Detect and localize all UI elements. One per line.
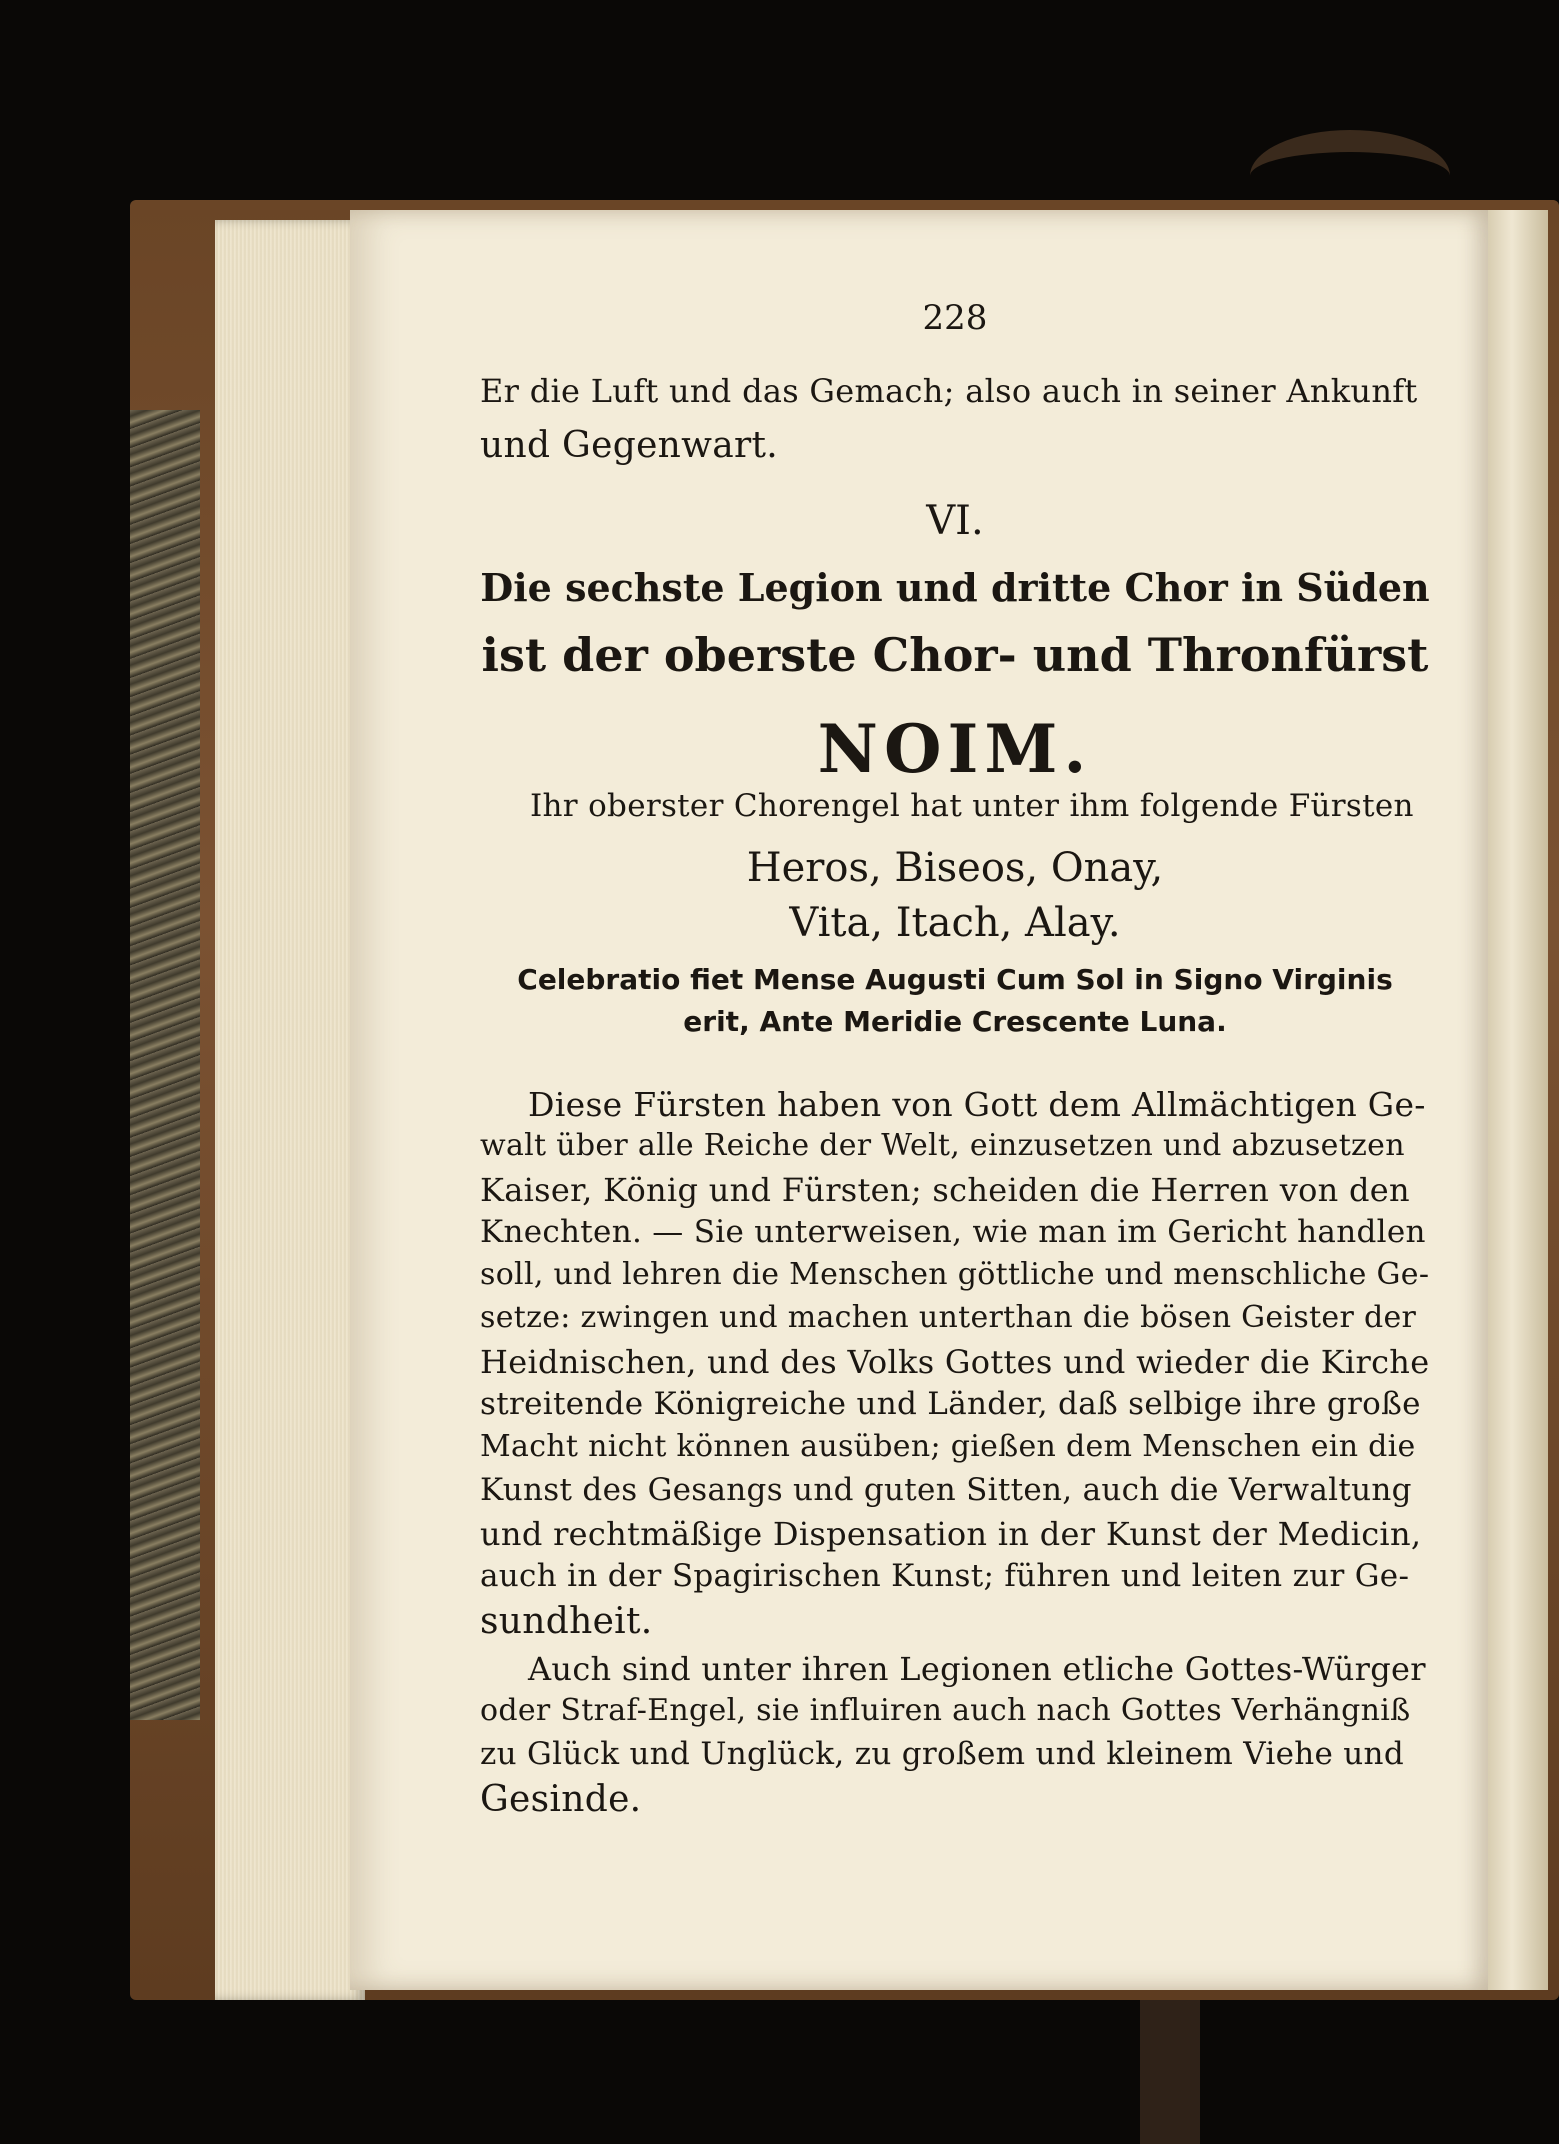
body-line: setze: zwingen und machen unterthan die bösen Geister der xyxy=(480,1300,1417,1335)
celebratio-line-1: Celebratio fiet Mense Augusti Cum Sol in Signo Virginis xyxy=(517,963,1393,996)
body-line: oder Straf-Engel, sie influiren auch nach Gottes Verhängniß xyxy=(480,1693,1411,1728)
body-line: Diese Fürsten haben von Gott dem Allmächtigen Ge- xyxy=(528,1085,1426,1124)
page-number: 228 xyxy=(922,298,988,338)
marbled-cover-edge xyxy=(130,410,200,1720)
body-line: Auch sind unter ihren Legionen etliche Gottes-Würger xyxy=(528,1650,1426,1688)
body-line: sundheit. xyxy=(480,1601,653,1642)
body-line: Macht nicht können ausüben; gießen dem Menschen ein die xyxy=(480,1429,1416,1464)
top-line-1: Er die Luft und das Gemach; also auch in seiner Ankunft xyxy=(480,372,1418,410)
celebratio-line-2: erit, Ante Meridie Crescente Luna. xyxy=(683,1005,1227,1038)
body-line: zu Glück und Unglück, zu großem und kleinem Viehe und xyxy=(480,1736,1404,1772)
gutter-edge xyxy=(1488,210,1548,1990)
body-line: soll, und lehren die Menschen göttliche und menschliche Ge- xyxy=(480,1257,1430,1292)
body-line: und rechtmäßige Dispensation in der Kunst der Medicin, xyxy=(480,1515,1422,1553)
body-line: Kaiser, König und Fürsten; scheiden die Herren von den xyxy=(480,1171,1410,1209)
body-line: walt über alle Reiche der Welt, einzusetzen und abzusetzen xyxy=(480,1128,1405,1163)
heading-line-2: ist der oberste Chor- und Thronfürst xyxy=(481,628,1429,682)
prince-name: NOIM. xyxy=(817,710,1093,788)
princes-line-2: Vita, Itach, Alay. xyxy=(789,900,1121,946)
bookmark-ribbon-tail xyxy=(1140,2000,1200,2144)
intro-line: Ihr oberster Chorengel hat unter ihm folgende Fürsten xyxy=(530,788,1414,824)
body-line: Gesinde. xyxy=(480,1779,642,1820)
heading-line-1: Die sechste Legion und dritte Chor in Süden xyxy=(480,565,1430,610)
chapter-number: VI. xyxy=(926,498,984,544)
body-line: Knechten. — Sie unterweisen, wie man im Gericht handlen xyxy=(480,1214,1426,1250)
bookmark-ribbon xyxy=(1250,130,1450,222)
body-line: streitende Königreiche und Länder, daß selbige ihre große xyxy=(480,1386,1421,1422)
body-line: Kunst des Gesangs und guten Sitten, auch die Verwaltung xyxy=(480,1472,1412,1508)
body-line: auch in der Spagirischen Kunst; führen und leiten zur Ge- xyxy=(480,1558,1410,1594)
page-stack xyxy=(215,220,365,2000)
top-line-2: und Gegenwart. xyxy=(480,425,779,466)
princes-line-1: Heros, Biseos, Onay, xyxy=(746,845,1164,891)
body-line: Heidnischen, und des Volks Gottes und wieder die Kirche xyxy=(480,1343,1430,1381)
